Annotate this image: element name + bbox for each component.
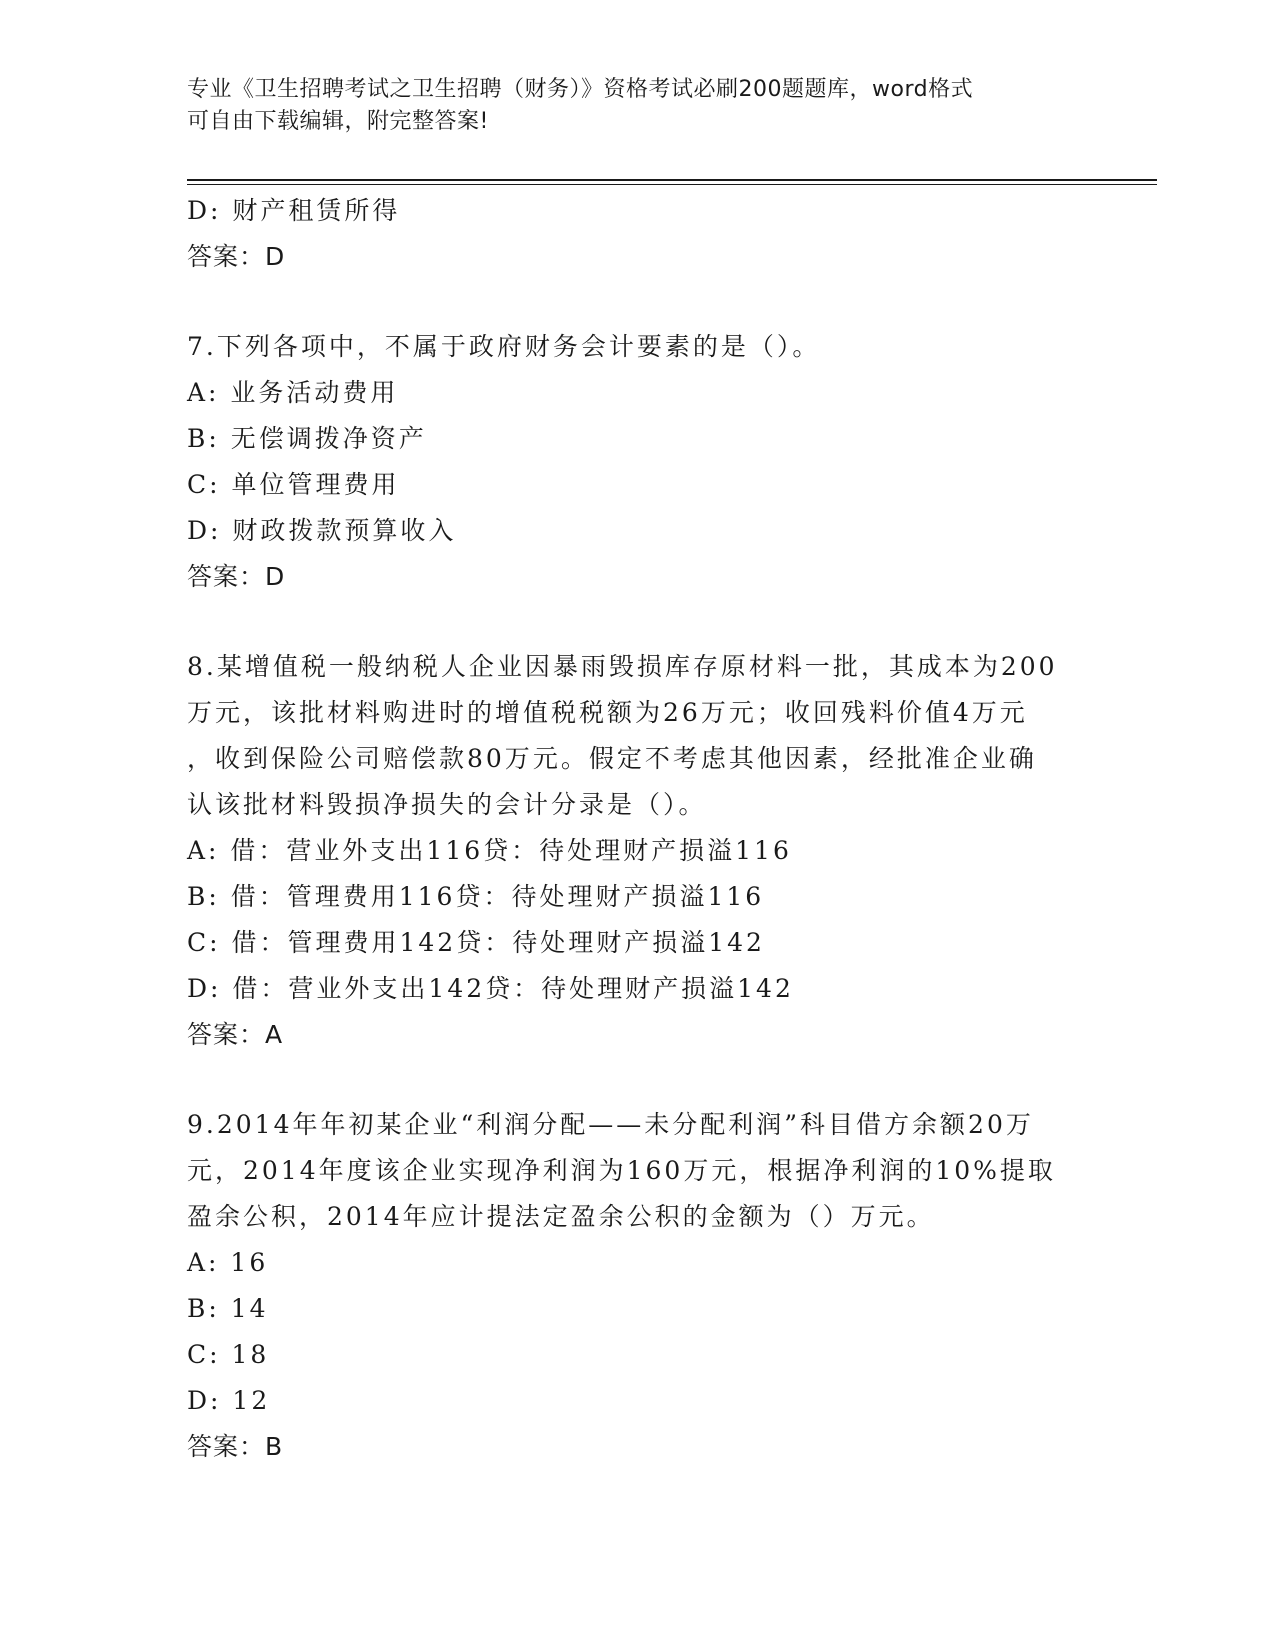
header-divider-thin: [187, 184, 1157, 185]
question-text-line: 认该批材料毁损净损失的会计分录是（）。: [187, 790, 707, 819]
question-9: [187, 1102, 1087, 1470]
answer-line: 答案：D: [187, 242, 286, 271]
question-text: 7.下列各项中，不属于政府财务会计要素的是（）。: [187, 332, 821, 361]
option-b: B: 借：管理费用116贷：待处理财产损溢116: [187, 882, 765, 911]
question-text-line: 元，2014年度该企业实现净利润为160万元，根据净利润的10%提取: [187, 1156, 1056, 1185]
option-d: D: 12: [187, 1386, 271, 1415]
spacer: [187, 600, 1087, 644]
option-c: C: 单位管理费用: [187, 470, 400, 499]
question-text-line: 9.2014年年初某企业“利润分配——未分配利润”科目借方余额20万: [187, 1110, 1034, 1139]
answer-line: 答案：D: [187, 562, 286, 591]
header-line-1: 专业《卫生招聘考试之卫生招聘（财务）》资格考试必刷200题题库，word格式: [187, 77, 974, 102]
question-text-line: ，收到保险公司赔偿款80万元。假定不考虑其他因素，经批准企业确: [187, 744, 1037, 773]
question-7: [187, 324, 1087, 600]
document-body: [187, 188, 1087, 1470]
option-b: B: 无偿调拨净资产: [187, 424, 427, 453]
document-header: [187, 74, 1087, 138]
option-c: C: 借：管理费用142贷：待处理财产损溢142: [187, 928, 765, 957]
spacer: [187, 280, 1087, 324]
question-continued: [187, 188, 1087, 280]
question-text-line: 8.某增值税一般纳税人企业因暴雨毁损库存原材料一批，其成本为200: [187, 652, 1058, 681]
answer-line: 答案：B: [187, 1432, 284, 1461]
option-b: B: 14: [187, 1294, 269, 1323]
header-divider-thick: [187, 179, 1157, 181]
header-line-2: 可自由下载编辑，附完整答案!: [187, 109, 489, 134]
answer-line: 答案：A: [187, 1020, 284, 1049]
option-d: D: 财政拨款预算收入: [187, 516, 457, 545]
question-text-line: 万元，该批材料购进时的增值税税额为26万元；收回残料价值4万元: [187, 698, 1028, 727]
option-c: C: 18: [187, 1340, 270, 1369]
question-8: [187, 644, 1087, 1058]
spacer: [187, 1058, 1087, 1102]
option-a: A: 借：营业外支出116贷：待处理财产损溢116: [187, 836, 792, 865]
option-a: A: 16: [187, 1248, 269, 1277]
option-a: A: 业务活动费用: [187, 378, 399, 407]
option-d: D: 借：营业外支出142贷：待处理财产损溢142: [187, 974, 794, 1003]
question-text-line: 盈余公积，2014年应计提法定盈余公积的金额为（）万元。: [187, 1202, 935, 1231]
option-d: D: 财产租赁所得: [187, 196, 401, 225]
